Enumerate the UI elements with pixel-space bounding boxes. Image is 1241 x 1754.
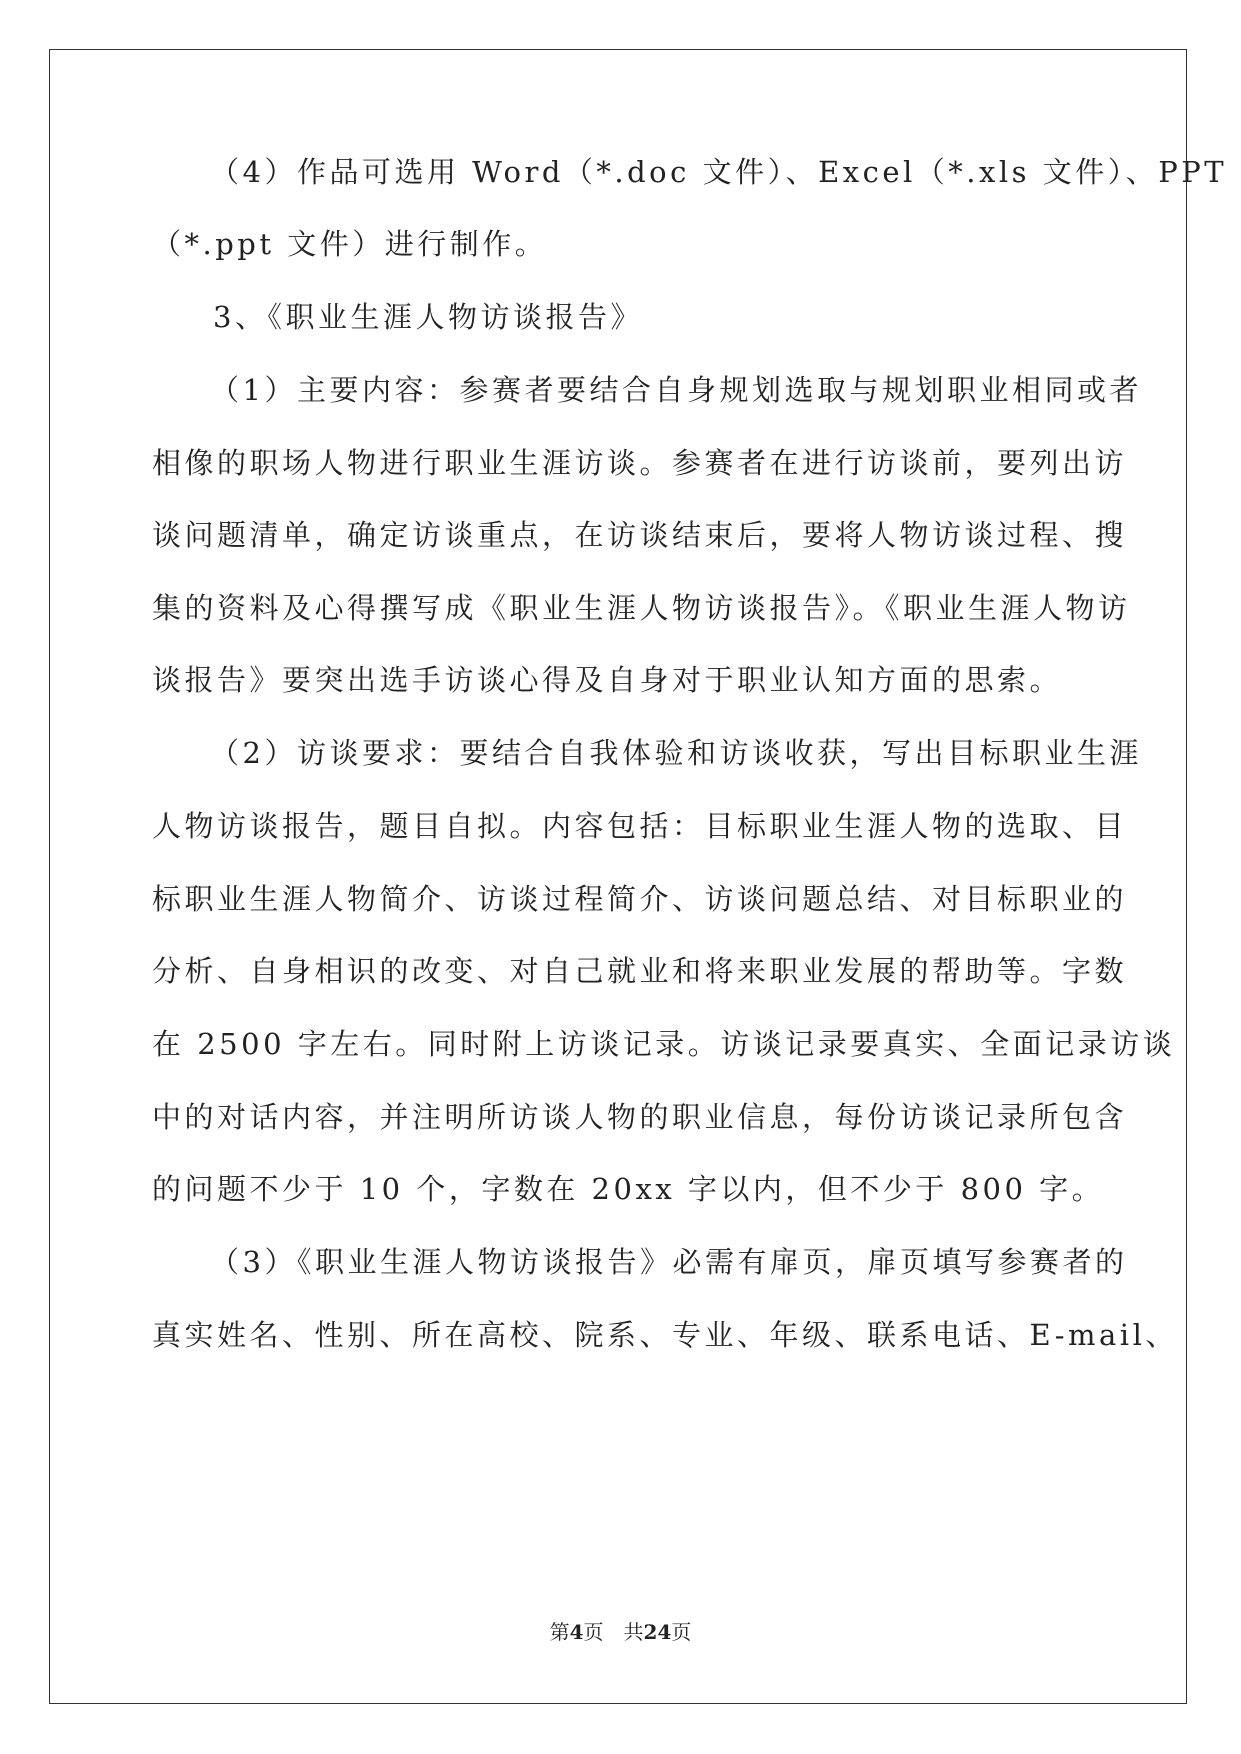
paragraph-line: 的问题不少于 10 个，字数在 20xx 字以内，但不少于 800 字。: [152, 1172, 1105, 1206]
footer-prefix: 第: [549, 1620, 570, 1644]
paragraph-line: 中的对话内容，并注明所访谈人物的职业信息，每份访谈记录所包含: [152, 1100, 1128, 1134]
footer-middle: 页 共: [583, 1620, 644, 1644]
total-pages: 24: [643, 1620, 672, 1644]
paragraph-line: （2）访谈要求：要结合自我体验和访谈收获，写出目标职业生涯: [210, 736, 1142, 770]
paragraph-line: 分析、自身相识的改变、对自己就业和将来职业发展的帮助等。字数: [152, 954, 1128, 988]
paragraph-line: 在 2500 字左右。同时附上访谈记录。访谈记录要真实、全面记录访谈: [152, 1027, 1176, 1061]
footer-suffix: 页: [671, 1620, 692, 1644]
paragraph-line: 真实姓名、性别、所在高校、院系、专业、年级、联系电话、E-mail、: [152, 1318, 1178, 1352]
paragraph-line: 谈报告》要突出选手访谈心得及自身对于职业认知方面的思索。: [152, 663, 1063, 697]
section-heading: 3、《职业生涯人物访谈报告》: [213, 300, 643, 334]
paragraph-line: 标职业生涯人物简介、访谈过程简介、访谈问题总结、对目标职业的: [152, 882, 1128, 916]
paragraph-line: 人物访谈报告，题目自拟。内容包括：目标职业生涯人物的选取、目: [152, 809, 1128, 843]
paragraph-line: （3）《职业生涯人物访谈报告》必需有扉页，扉页填写参赛者的: [210, 1245, 1128, 1279]
paragraph-line: 集的资料及心得撰写成《职业生涯人物访谈报告》。《职业生涯人物访: [152, 591, 1131, 625]
page-footer: [0, 1618, 1241, 1646]
paragraph-line: 相像的职场人物进行职业生涯访谈。参赛者在进行访谈前，要列出访: [152, 446, 1128, 480]
paragraph-line: （4）作品可选用 Word（*.doc 文件）、Excel（*.xls 文件）、PPT: [210, 155, 1228, 189]
paragraph-line: （1）主要内容：参赛者要结合自身规划选取与规划职业相同或者: [210, 373, 1142, 407]
paragraph-line: （*.ppt 文件）进行制作。: [152, 227, 548, 261]
paragraph-line: 谈问题清单，确定访谈重点，在访谈结束后，要将人物访谈过程、搜: [152, 518, 1128, 552]
page-number: 4: [569, 1620, 584, 1644]
